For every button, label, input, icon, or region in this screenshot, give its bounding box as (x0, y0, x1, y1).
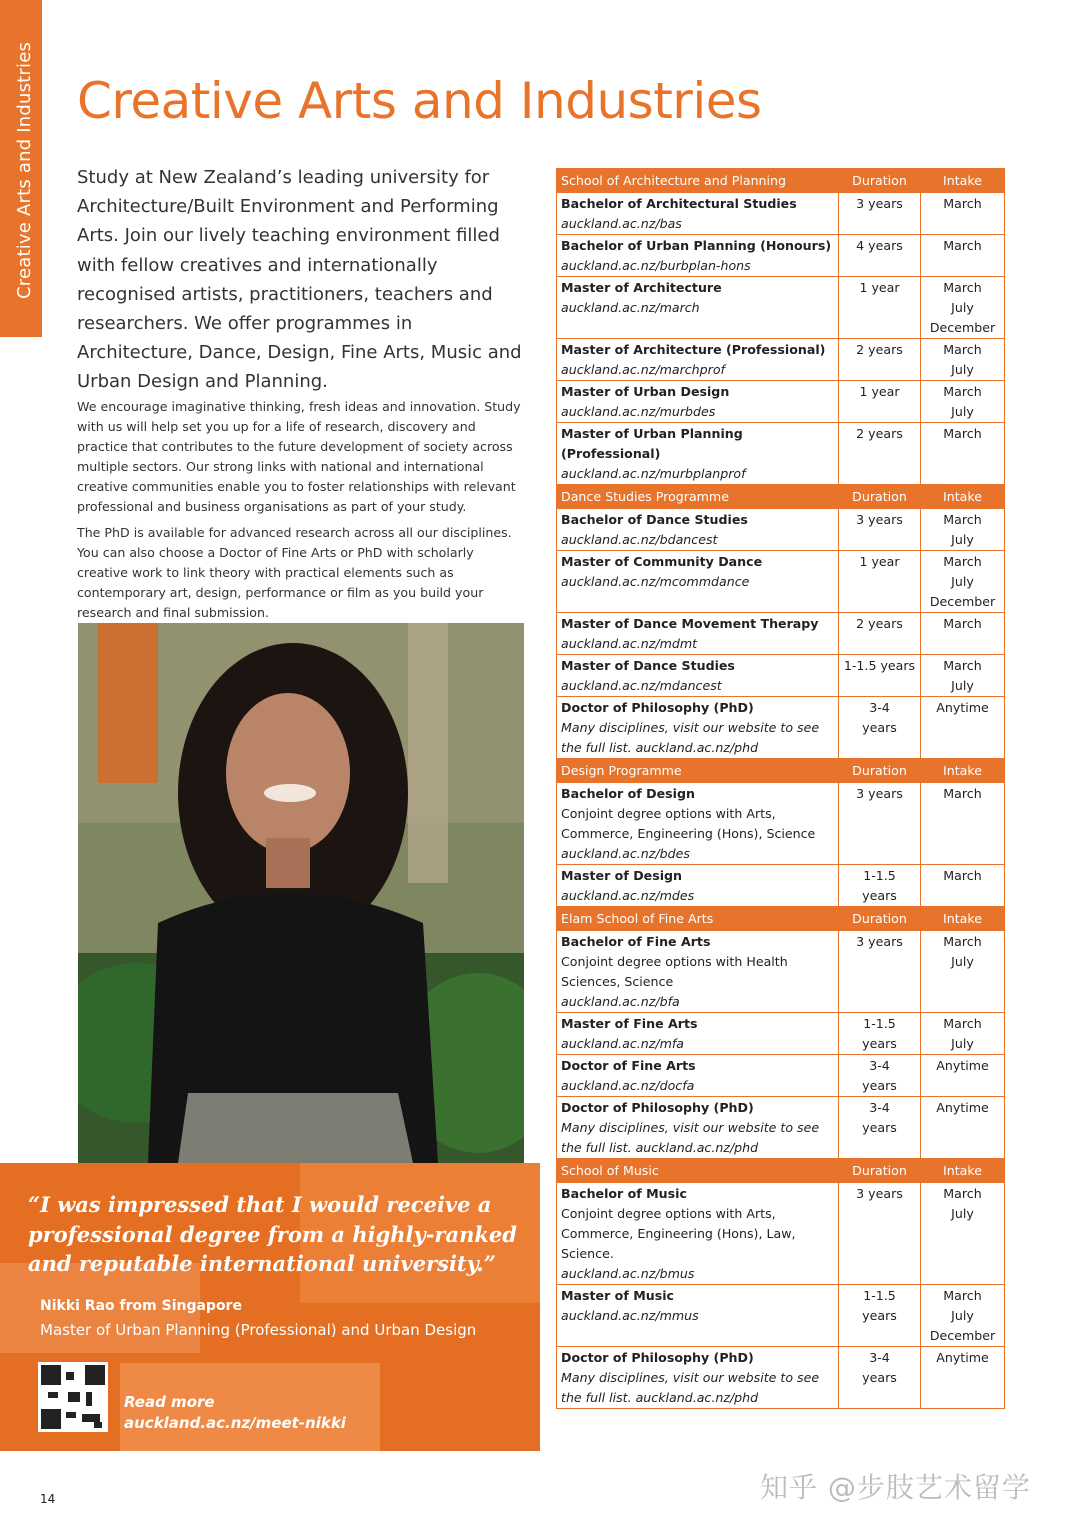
table-row (557, 1347, 1005, 1409)
watermark: 知乎 @步肢艺术留学 (760, 1471, 1031, 1504)
programme-cell (557, 235, 839, 277)
programme-cell (557, 509, 839, 551)
programme-name: Doctor of Philosophy (PhD) (561, 700, 754, 715)
programme-table (556, 168, 1005, 1409)
programme-name: Master of Dance Studies (561, 658, 735, 673)
side-tab (0, 0, 42, 337)
intake-header: Intake (921, 1159, 1005, 1183)
table-row (557, 783, 1005, 865)
table-section-header (557, 169, 1005, 193)
student-portrait-illustration (78, 623, 524, 1163)
intake-cell: March July December (921, 551, 1005, 613)
programme-name: Master of Design (561, 868, 682, 883)
programme-cell (557, 381, 839, 423)
programme-name: Master of Music (561, 1288, 674, 1303)
intake-cell: March July December (921, 277, 1005, 339)
table-row (557, 1055, 1005, 1097)
duration-cell: 2 years (839, 613, 921, 655)
programme-link[interactable]: auckland.ac.nz/mdes (561, 888, 695, 903)
section-title: School of Architecture and Planning (557, 169, 839, 193)
table-row (557, 551, 1005, 613)
student-quote: “I was impressed that I would receive a professional degree from a highly-ranked and reputable international university.” (28, 1192, 517, 1276)
duration-cell: 1-1.5 years (839, 1013, 921, 1055)
intake-cell: March July December (921, 1285, 1005, 1347)
programme-name: Doctor of Philosophy (PhD) (561, 1100, 754, 1115)
programme-name: Doctor of Fine Arts (561, 1058, 696, 1073)
intake-cell: March July (921, 339, 1005, 381)
duration-header: Duration (839, 759, 921, 783)
intake-cell: March July (921, 655, 1005, 697)
intake-cell: March July (921, 1013, 1005, 1055)
programme-cell (557, 423, 839, 485)
programme-name: Master of Architecture (561, 280, 722, 295)
programme-cell (557, 1183, 839, 1285)
table-section-header (557, 907, 1005, 931)
duration-cell: 3 years (839, 931, 921, 1013)
programme-name: Bachelor of Design (561, 786, 695, 801)
intake-header: Intake (921, 485, 1005, 509)
programme-link[interactable]: auckland.ac.nz/murbplanprof (561, 466, 746, 481)
programme-description: Conjoint degree options with Arts, Commerce, Engineering (Hons), Law, Science. (561, 1206, 796, 1261)
intake-cell: March (921, 613, 1005, 655)
duration-cell: 1-1.5 years (839, 655, 921, 697)
programme-name: Bachelor of Dance Studies (561, 512, 748, 527)
programme-link[interactable]: Many disciplines, visit our website to see the full list. auckland.ac.nz/phd (561, 1370, 820, 1405)
duration-cell: 3-4 years (839, 1097, 921, 1159)
table-row (557, 613, 1005, 655)
programme-cell (557, 1055, 839, 1097)
lead-paragraph: Study at New Zealand’s leading university for Architecture/Built Environment and Performing Arts. Join our lively teaching environment filled with fellow creatives and internationally recognised artists, practitioners, teachers and researchers. We offer programmes in Architecture, Dance, Design, Fine Arts, Music and Urban Design and Planning. (77, 167, 522, 393)
programme-link[interactable]: auckland.ac.nz/mmus (561, 1308, 699, 1323)
intake-cell: Anytime (921, 697, 1005, 759)
body-paragraph-2: The PhD is available for advanced research across all our disciplines. You can also choose a Doctor of Fine Arts or PhD with scholarly creative work to link theory with practical elements such as contemporary art, design, performance or film as you build your research and final submission. (77, 525, 512, 620)
table-section-header (557, 759, 1005, 783)
table-row (557, 1285, 1005, 1347)
programme-cell (557, 339, 839, 381)
programme-cell (557, 193, 839, 235)
programme-cell (557, 655, 839, 697)
duration-cell: 3-4 years (839, 697, 921, 759)
programme-link[interactable]: auckland.ac.nz/mdancest (561, 678, 722, 693)
read-more-label: Read more (124, 1393, 215, 1411)
body-text (77, 397, 522, 623)
duration-header: Duration (839, 907, 921, 931)
intake-header: Intake (921, 169, 1005, 193)
duration-cell: 2 years (839, 339, 921, 381)
duration-cell: 2 years (839, 423, 921, 485)
programme-cell (557, 783, 839, 865)
programme-cell (557, 277, 839, 339)
programme-cell (557, 551, 839, 613)
page-title: Creative Arts and Industries (77, 72, 762, 130)
programme-name: Bachelor of Music (561, 1186, 687, 1201)
intake-header: Intake (921, 907, 1005, 931)
duration-cell: 3-4 years (839, 1055, 921, 1097)
table-row (557, 193, 1005, 235)
programme-name: Master of Dance Movement Therapy (561, 616, 819, 631)
programme-name: Bachelor of Architectural Studies (561, 196, 797, 211)
intake-header: Intake (921, 759, 1005, 783)
duration-cell: 1-1.5 years (839, 865, 921, 907)
programme-link[interactable]: auckland.ac.nz/mcommdance (561, 574, 750, 589)
programme-link[interactable]: auckland.ac.nz/bas (561, 216, 682, 231)
table-row (557, 931, 1005, 1013)
read-more-link[interactable] (124, 1392, 346, 1434)
programme-cell (557, 1097, 839, 1159)
programme-link[interactable]: auckland.ac.nz/bfa (561, 994, 680, 1009)
intake-cell: March (921, 783, 1005, 865)
programme-cell (557, 697, 839, 759)
programme-link[interactable]: auckland.ac.nz/march (561, 300, 700, 315)
qr-code-icon[interactable] (38, 1362, 108, 1432)
duration-cell: 1 year (839, 381, 921, 423)
intake-cell: March (921, 865, 1005, 907)
table-row (557, 339, 1005, 381)
table-row (557, 1183, 1005, 1285)
programme-name: Master of Community Dance (561, 554, 763, 569)
programme-description: Conjoint degree options with Health Sciences, Science (561, 954, 788, 989)
intake-cell: March July (921, 509, 1005, 551)
quote-author: Nikki Rao from Singapore (40, 1298, 242, 1314)
duration-header: Duration (839, 485, 921, 509)
programme-link[interactable]: Many disciplines, visit our website to see the full list. auckland.ac.nz/phd (561, 720, 820, 755)
programme-cell (557, 1347, 839, 1409)
programme-link[interactable]: auckland.ac.nz/marchprof (561, 362, 725, 377)
page-number: 14 (40, 1492, 56, 1506)
programme-link[interactable]: auckland.ac.nz/docfa (561, 1078, 695, 1093)
section-title: Elam School of Fine Arts (557, 907, 839, 931)
duration-cell: 3-4 years (839, 1347, 921, 1409)
table-section-header (557, 485, 1005, 509)
duration-cell: 3 years (839, 783, 921, 865)
programme-link[interactable]: Many disciplines, visit our website to see the full list. auckland.ac.nz/phd (561, 1120, 820, 1155)
intake-cell: Anytime (921, 1347, 1005, 1409)
intake-cell: March (921, 235, 1005, 277)
section-title: Design Programme (557, 759, 839, 783)
programme-cell (557, 931, 839, 1013)
intake-cell: Anytime (921, 1055, 1005, 1097)
intake-cell: March July (921, 931, 1005, 1013)
intake-cell: March (921, 423, 1005, 485)
programme-link[interactable]: auckland.ac.nz/bdes (561, 846, 690, 861)
programme-name: Master of Urban Design (561, 384, 730, 399)
programme-link[interactable]: auckland.ac.nz/burbplan-hons (561, 258, 751, 273)
table-row (557, 277, 1005, 339)
quote-programme: Master of Urban Planning (Professional) and Urban Design (40, 1321, 477, 1339)
table-row (557, 1097, 1005, 1159)
programme-name: Master of Fine Arts (561, 1016, 698, 1031)
duration-cell: 1 year (839, 277, 921, 339)
programme-description: Conjoint degree options with Arts, Commerce, Engineering (Hons), Science (561, 806, 816, 841)
duration-cell: 3 years (839, 509, 921, 551)
programme-cell (557, 1013, 839, 1055)
intake-cell: March July (921, 1183, 1005, 1285)
section-title: Dance Studies Programme (557, 485, 839, 509)
duration-header: Duration (839, 169, 921, 193)
table-row (557, 381, 1005, 423)
student-photo (78, 623, 524, 1163)
table-row (557, 655, 1005, 697)
intake-cell: Anytime (921, 1097, 1005, 1159)
table-row (557, 697, 1005, 759)
programme-name: Master of Urban Planning (Professional) (561, 426, 743, 461)
table-row (557, 235, 1005, 277)
programme-name: Master of Architecture (Professional) (561, 342, 826, 357)
programme-cell (557, 613, 839, 655)
duration-cell: 1 year (839, 551, 921, 613)
programme-name: Doctor of Philosophy (PhD) (561, 1350, 754, 1365)
duration-header: Duration (839, 1159, 921, 1183)
section-title: School of Music (557, 1159, 839, 1183)
programme-link[interactable]: auckland.ac.nz/mdmt (561, 636, 698, 651)
table-section-header (557, 1159, 1005, 1183)
side-tab-label: Creative Arts and Industries (14, 41, 35, 299)
duration-cell: 3 years (839, 193, 921, 235)
duration-cell: 3 years (839, 1183, 921, 1285)
table-row (557, 423, 1005, 485)
read-more-url[interactable]: auckland.ac.nz/meet-nikki (124, 1414, 346, 1432)
programme-link[interactable]: auckland.ac.nz/mfa (561, 1036, 685, 1051)
programme-name: Bachelor of Urban Planning (Honours) (561, 238, 832, 253)
intake-cell: March July (921, 381, 1005, 423)
programme-cell (557, 1285, 839, 1347)
body-paragraph-1: We encourage imaginative thinking, fresh ideas and innovation. Study with us will help set you up for a life of research, discovery and practice that contributes to the future development of society across multiple sectors. Our strong links with national and international creative communities enable you to foster relationships with relevant professional and business organisations as part of your study. (77, 399, 521, 514)
duration-cell: 1-1.5 years (839, 1285, 921, 1347)
programme-link[interactable]: auckland.ac.nz/bmus (561, 1266, 695, 1281)
table-row (557, 509, 1005, 551)
table-row (557, 1013, 1005, 1055)
programme-name: Bachelor of Fine Arts (561, 934, 711, 949)
table-row (557, 865, 1005, 907)
programme-link[interactable]: auckland.ac.nz/bdancest (561, 532, 718, 547)
intake-cell: March (921, 193, 1005, 235)
duration-cell: 4 years (839, 235, 921, 277)
programme-link[interactable]: auckland.ac.nz/murbdes (561, 404, 716, 419)
programme-cell (557, 865, 839, 907)
